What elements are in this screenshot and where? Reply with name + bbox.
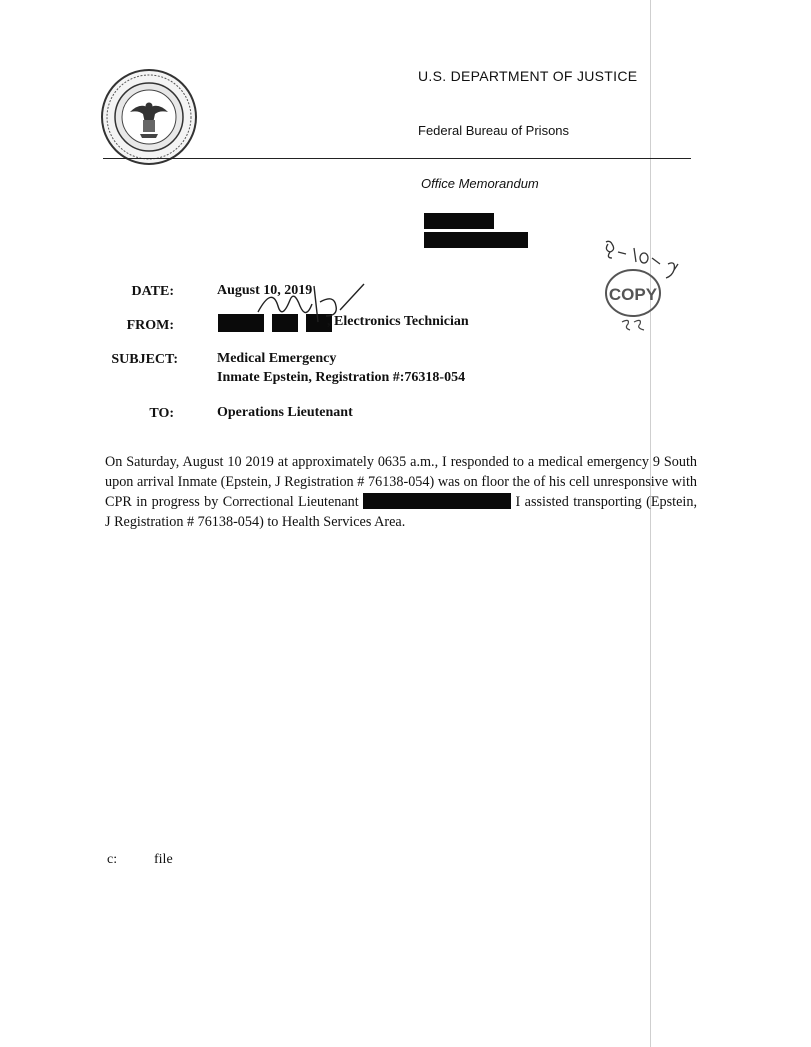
stamp-text: COPY xyxy=(608,285,658,304)
department-heading: U.S. DEPARTMENT OF JUSTICE xyxy=(418,68,638,84)
document-type: Office Memorandum xyxy=(421,176,539,191)
from-value: , Electronics Technician xyxy=(327,314,469,329)
redaction-block xyxy=(424,213,494,229)
memo-body xyxy=(105,452,697,532)
memo-body-part-2: I assisted transporting (Epstein, J Registration # 76138-054) to Health Services Area. xyxy=(105,494,697,530)
cc-label: c: xyxy=(107,852,118,867)
cc-value: file xyxy=(154,852,173,867)
subject-label: SUBJECT: xyxy=(111,352,178,367)
date-label: DATE: xyxy=(131,284,174,299)
header-rule xyxy=(103,158,691,159)
redaction-block xyxy=(363,493,511,509)
copy-stamp xyxy=(604,268,662,318)
subject-line-1: Medical Emergency xyxy=(217,351,337,366)
from-label: FROM: xyxy=(126,318,174,333)
handwritten-signature xyxy=(254,276,370,336)
memo-body-part-1: On Saturday, August 10 2019 at approximately 0635 a.m., I responded to a medical emergency 9 South upon arrival Inmate (Epstein, J Registration # 76138-054) was on floor the of his cell unresponsive with CPR in progress by Correctional Lieutenant xyxy=(105,454,697,510)
to-value: Operations Lieutenant xyxy=(217,405,353,420)
to-label: TO: xyxy=(149,406,174,421)
doj-seal-icon xyxy=(100,68,198,166)
bureau-name: Federal Bureau of Prisons xyxy=(418,123,570,138)
date-value: August 10, 2019 xyxy=(217,283,313,298)
subject-line-2: Inmate Epstein, Registration #:76318-054 xyxy=(217,370,466,385)
redaction-block xyxy=(424,232,528,248)
stamp-initials xyxy=(618,316,648,341)
